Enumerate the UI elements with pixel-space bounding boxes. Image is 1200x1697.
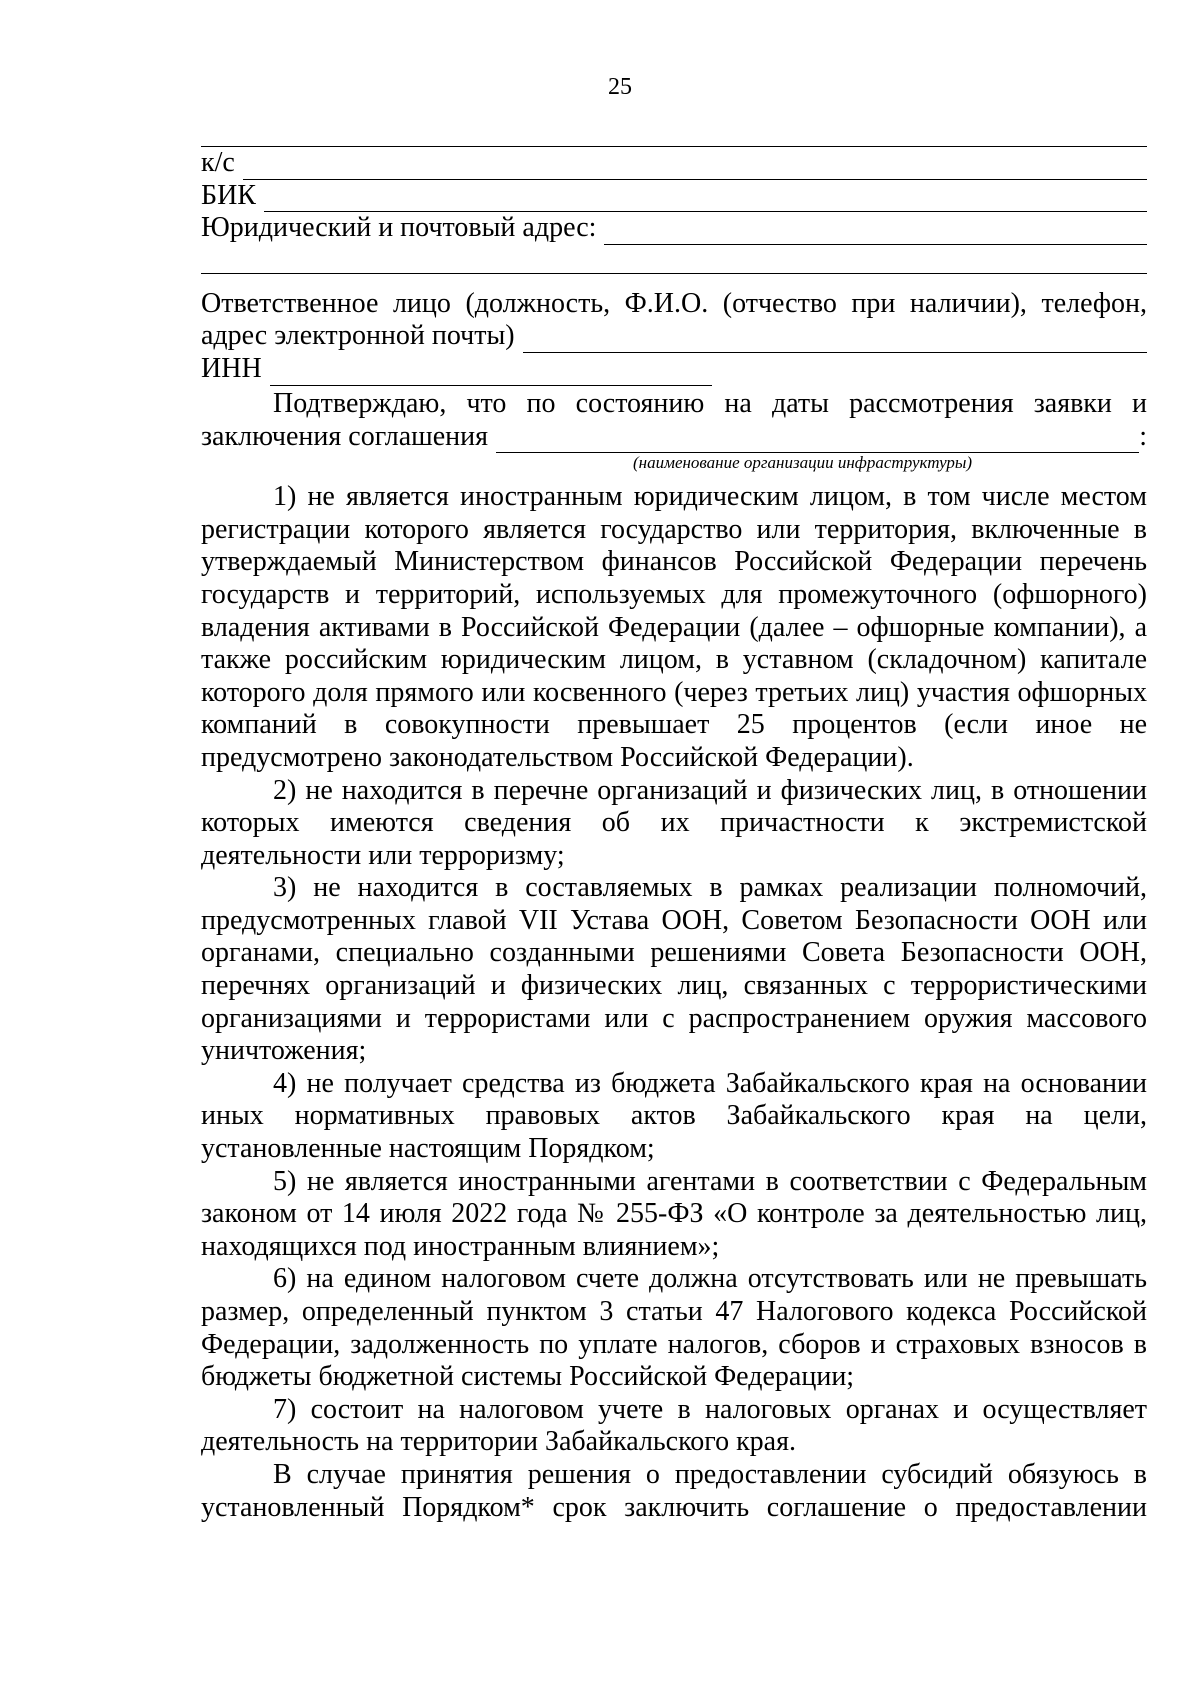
page-number: 25 [608,74,632,100]
inn-row [201,353,1147,386]
conditions-list [201,481,1147,1524]
confirm-colon: : [1139,420,1147,452]
condition-item-1: 1) не является иностранным юридическим лицом, в том числе местом регистрации которого является государство или территория, включенные в утверждаемый Министерством финансов Российской Федерации перечень государств и территорий, используемых для промежуточного (офшорного) владения активами в Российской Федерации (далее – офшорные компании), а также российским юридическим лицом, в уставном (складочном) капитале которого доля прямого или косвенного (через третьих лиц) участия офшорных компаний в совокупности превышает 25 процентов (если иное не предусмотрено законодательством Российской Федерации). [201,481,1147,773]
address-blank [604,218,1147,245]
responsible-label: адрес электронной почты) [201,320,515,352]
inn-blank [270,359,712,386]
bik-blank [264,185,1147,212]
confirm-line-1: Подтверждаю, что по состоянию на даты рассмотрения заявки и [273,387,1147,419]
form-body [201,118,1147,1524]
condition-item-7: 7) состоит на налоговом учете в налоговых органах и осуществляет деятельность на территории Забайкальского края. [201,1393,1147,1458]
ks-row [201,147,1147,180]
closing-paragraph: В случае принятия решения о предоставлении субсидий обязуюсь в установленный Порядком* срок заключить соглашение о предоставлении [201,1458,1147,1523]
ks-label: к/с [201,147,235,178]
condition-item-5: 5) не является иностранными агентами в соответствии с Федеральным законом от 14 июля 2022 года № 255-ФЗ «О контроле за деятельностью лиц, находящихся под иностранным влиянием»; [201,1165,1147,1262]
condition-item-6: 6) на едином налоговом счете должна отсутствовать или не превышать размер, определенный пунктом 3 статьи 47 Налогового кодекса Российской Федерации, задолженность по уплате налогов, сборов и страховых взносов в бюджеты бюджетной системы Российской Федерации; [201,1263,1147,1393]
address-blank-line-2 [201,245,1147,274]
confirm-label: заключения соглашения [201,420,488,452]
bik-row [201,180,1147,213]
blank-line-top [201,118,1147,147]
address-label: Юридический и почтовый адрес: [201,212,597,244]
bik-label: БИК [201,179,256,211]
responsible-line-1: Ответственное лицо (должность, Ф.И.О. (отчество при наличии), телефон, [201,287,1147,319]
condition-item-4: 4) не получает средства из бюджета Забайкальского края на основании иных нормативных правовых актов Забайкальского края на цели, установленные настоящим Порядком; [201,1067,1147,1165]
organization-blank [496,426,1139,453]
address-row [201,212,1147,245]
responsible-blank [523,326,1147,353]
condition-item-2: 2) не находится в перечне организаций и физических лиц, в отношении которых имеются сведения об их причастности к экстремистской деятельности или терроризму; [201,774,1147,871]
ks-blank [243,153,1147,180]
confirm-line-2 [201,421,1147,454]
organization-caption: (наименование организации инфраструктуры) [633,453,973,473]
inn-label: ИНН [201,352,262,384]
responsible-row [201,320,1147,353]
condition-item-3: 3) не находится в составляемых в рамках реализации полномочий, предусмотренных главой VII Устава ООН, Советом Безопасности ООН или органами, специально созданными решениями Совета Безопасности ООН, перечнях организаций и физических лиц, связанных с террористическими организациями и террористами или с распространением оружия массового уничтожения; [201,872,1147,1067]
